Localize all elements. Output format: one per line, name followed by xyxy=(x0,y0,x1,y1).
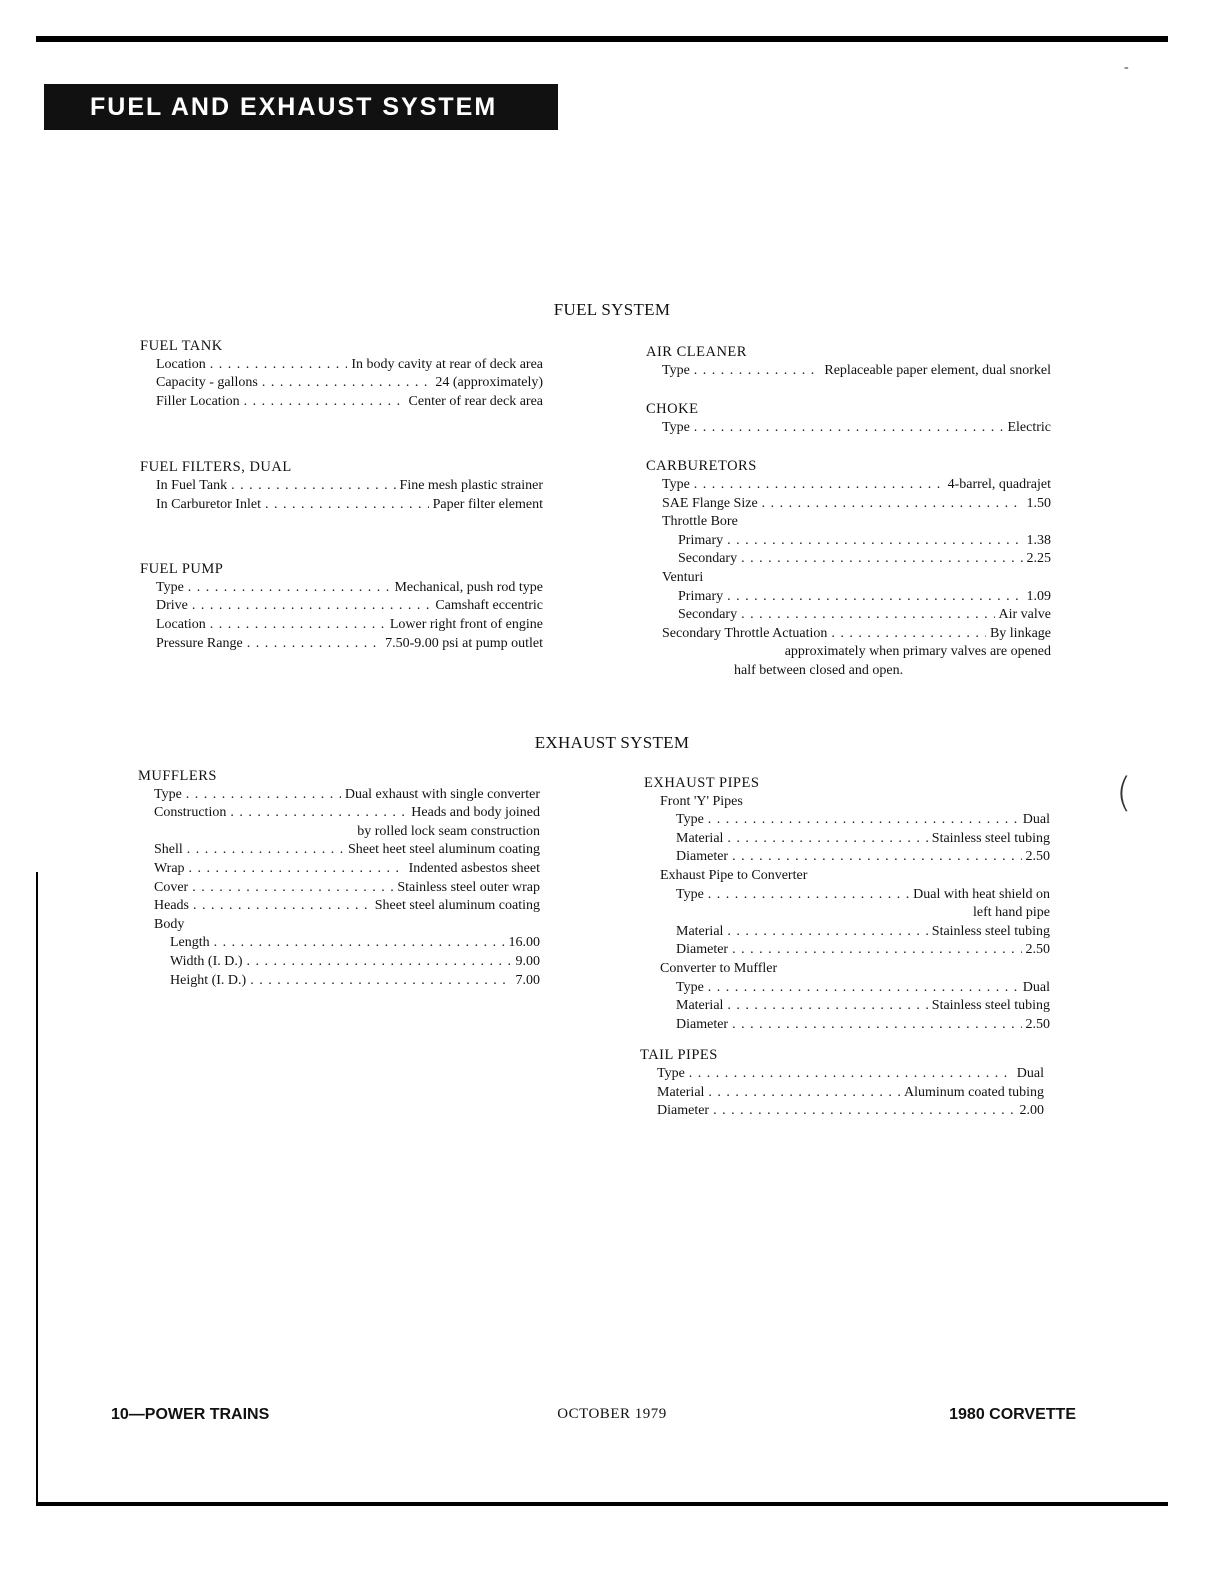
fuel-left-column xyxy=(140,337,543,653)
spec-row: Material . . . Aluminum coated tubing xyxy=(644,1084,1050,1103)
spec-row: Secondary Throttle Actuation . . . By linkage xyxy=(646,625,1051,644)
spec-row: Type . . . Dual with heat shield on xyxy=(644,886,1050,905)
spec-row: Capacity - gallons . . . 24 (approximately) xyxy=(140,374,543,393)
air-cleaner-title: AIR CLEANER xyxy=(646,344,747,360)
venturi-label: Venturi xyxy=(662,569,704,585)
footer-date: OCTOBER 1979 xyxy=(557,1406,667,1422)
body-label: Body xyxy=(154,916,185,932)
spec-row: In Carburetor Inlet . . . Paper filter element xyxy=(140,496,543,515)
spec-note: half between closed and open. xyxy=(734,662,904,678)
exhaust-left-column xyxy=(138,767,540,990)
spec-row: Diameter . . . 2.50 xyxy=(644,1016,1050,1035)
spec-row: Width (I. D.) . . . 9.00 xyxy=(138,953,540,972)
spec-row: Construction . . . Heads and body joined xyxy=(138,804,540,823)
spec-row: Type . . . Dual xyxy=(644,979,1050,998)
footer-model: 1980 CORVETTE xyxy=(949,1406,1076,1423)
spec-row: Shell . . . Sheet heet steel aluminum coating xyxy=(138,841,540,860)
carburetors-title: CARBURETORS xyxy=(646,458,757,475)
spec-row: Secondary . . . 2.25 xyxy=(646,550,1051,569)
spec-row: Type . . . Dual xyxy=(644,1065,1050,1084)
spec-row: Heads . . . Sheet steel aluminum coating xyxy=(138,897,540,916)
spec-row: Secondary . . . Air valve xyxy=(646,606,1051,625)
spec-row: Location . . . Lower right front of engine xyxy=(140,616,543,635)
fuel-filters-title: FUEL FILTERS, DUAL xyxy=(140,459,292,476)
exhaust-system-heading: EXHAUST SYSTEM xyxy=(534,733,690,752)
spec-row: Primary . . . 1.09 xyxy=(646,588,1051,607)
top-rule xyxy=(36,36,1168,42)
spec-row: Material . . . Stainless steel tubing xyxy=(644,830,1050,849)
spec-row: Length . . . 16.00 xyxy=(138,934,540,953)
fuel-tank-title: FUEL TANK xyxy=(140,338,223,354)
spec-continuation: by rolled lock seam construction xyxy=(357,823,540,839)
spec-row: Filler Location . . . Center of rear deck area xyxy=(140,393,543,412)
choke-title: CHOKE xyxy=(646,401,699,418)
spec-row: Type . . . 4-barrel, quadrajet xyxy=(646,476,1051,495)
section-banner: FUEL AND EXHAUST SYSTEM xyxy=(44,84,558,130)
footer-section-label: 10—POWER TRAINS xyxy=(111,1406,270,1423)
scan-speck: - xyxy=(1124,60,1129,75)
pipe-to-converter-label: Exhaust Pipe to Converter xyxy=(660,867,808,883)
spec-row: In Fuel Tank . . . Fine mesh plastic strainer xyxy=(140,477,543,496)
throttle-bore-label: Throttle Bore xyxy=(662,514,738,530)
spec-row: Type . . . Mechanical, push rod type xyxy=(140,579,543,598)
converter-to-muffler-label: Converter to Muffler xyxy=(660,960,778,976)
spec-note: approximately when primary valves are opened xyxy=(784,644,1051,660)
spec-row: Type . . . Replaceable paper element, dual snorkel xyxy=(646,362,1051,381)
spec-row: Diameter . . . 2.00 xyxy=(644,1102,1050,1121)
fuel-system-heading: FUEL SYSTEM xyxy=(553,300,671,319)
binding-mark: ( xyxy=(1116,770,1132,816)
spec-row: Type . . . Dual exhaust with single converter xyxy=(138,786,540,805)
spec-row: Location . . . In body cavity at rear of deck area xyxy=(140,356,543,375)
spec-row: Wrap . . . Indented asbestos sheet xyxy=(138,860,540,879)
exhaust-right-column xyxy=(640,774,1050,1121)
spec-row: Type . . . Dual xyxy=(644,811,1050,830)
exhaust-pipes-title: EXHAUST PIPES xyxy=(644,775,760,791)
spec-row: SAE Flange Size . . . 1.50 xyxy=(646,495,1051,514)
fuel-right-column xyxy=(646,343,1051,681)
tail-pipes-title: TAIL PIPES xyxy=(640,1047,718,1064)
spec-row: Diameter . . . 2.50 xyxy=(644,848,1050,867)
spec-row: Drive . . . Camshaft eccentric xyxy=(140,597,543,616)
spec-row: Diameter . . . 2.50 xyxy=(644,941,1050,960)
spec-continuation: left hand pipe xyxy=(973,905,1050,921)
spec-row: Pressure Range . . . 7.50-9.00 psi at pump outlet xyxy=(140,635,543,654)
front-y-pipes-label: Front 'Y' Pipes xyxy=(660,793,743,809)
spec-row: Type . . . Electric xyxy=(646,419,1051,438)
spec-row: Cover . . . Stainless steel outer wrap xyxy=(138,879,540,898)
bottom-rule xyxy=(36,1502,1168,1506)
fuel-pump-title: FUEL PUMP xyxy=(140,561,224,578)
spec-row: Material . . . Stainless steel tubing xyxy=(644,923,1050,942)
spec-row: Primary . . . 1.38 xyxy=(646,532,1051,551)
spec-row: Height (I. D.) . . . 7.00 xyxy=(138,972,540,991)
spec-row: Material . . . Stainless steel tubing xyxy=(644,997,1050,1016)
mufflers-title: MUFFLERS xyxy=(138,768,217,784)
